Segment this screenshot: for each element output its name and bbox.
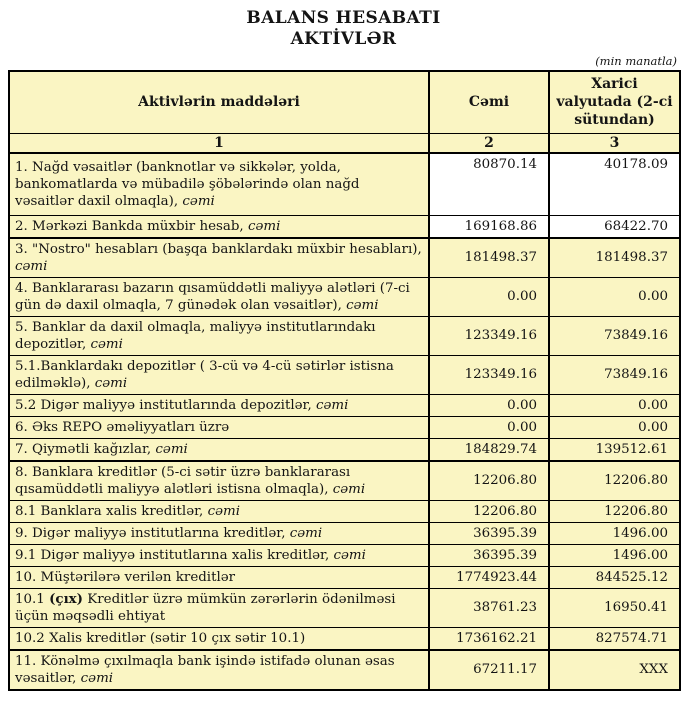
row-value-foreign: 12206.80 xyxy=(549,500,680,522)
row-label-text: (çıx) xyxy=(49,590,83,607)
row-value-total: 36395.39 xyxy=(429,544,549,566)
row-label xyxy=(9,153,429,215)
row-label-text: cəmi xyxy=(207,503,240,519)
table-row xyxy=(9,153,680,215)
row-label-text: 7. Qiymətli kağızlar, xyxy=(15,441,156,457)
row-value-total: 1774923.44 xyxy=(429,566,549,588)
row-label xyxy=(9,522,429,544)
row-value-total: 38761.23 xyxy=(429,588,549,627)
table-row xyxy=(9,627,680,650)
row-value-total: 12206.80 xyxy=(429,500,549,522)
row-value-total: 184829.74 xyxy=(429,438,549,461)
row-label-text: Kreditlər üzrə mümkün zərərlərin ödənilməsi üçün məqsədli ehtiyat xyxy=(15,591,396,624)
row-label-text: cəmi xyxy=(80,670,114,686)
row-label xyxy=(9,416,429,438)
row-label-text: 9.1 Digər maliyyə institutlarına xalis kreditlər, xyxy=(15,547,334,563)
row-label xyxy=(9,627,429,650)
table-row xyxy=(9,588,680,627)
table-row xyxy=(9,461,680,501)
row-value-total: 12206.80 xyxy=(429,461,549,501)
row-label xyxy=(9,277,429,316)
row-value-total: 36395.39 xyxy=(429,522,549,544)
table-row xyxy=(9,438,680,461)
table-row xyxy=(9,416,680,438)
row-value-foreign: 68422.70 xyxy=(549,215,680,238)
row-label-text: cəmi xyxy=(155,441,188,457)
row-label xyxy=(9,588,429,627)
row-label-text: 3. "Nostro" hesabları (başqa banklardakı müxbir hesabları), xyxy=(15,241,422,257)
assets-table xyxy=(8,70,681,691)
row-label-text: cəmi xyxy=(94,375,128,391)
table-row xyxy=(9,650,680,690)
row-value-total: 123349.16 xyxy=(429,316,549,355)
row-value-total: 67211.17 xyxy=(429,650,549,690)
column-index-2: 2 xyxy=(429,133,549,153)
row-label xyxy=(9,566,429,588)
row-value-foreign: 12206.80 xyxy=(549,461,680,501)
table-row xyxy=(9,500,680,522)
table-row xyxy=(9,215,680,238)
row-label-text: 11. Könəlmə çıxılmaqla bank işində istifadə olunan əsas vəsaitlər, xyxy=(15,653,395,686)
row-label-text: cəmi xyxy=(289,525,323,541)
row-label-text: 9. Digər maliyyə institutlarına kreditlər, xyxy=(15,525,290,541)
row-label-text: 10.1 xyxy=(15,591,50,607)
row-value-total: 0.00 xyxy=(429,277,549,316)
table-row xyxy=(9,277,680,316)
row-value-total: 0.00 xyxy=(429,416,549,438)
row-value-total: 1736162.21 xyxy=(429,627,549,650)
row-value-total: 0.00 xyxy=(429,394,549,416)
row-value-foreign: 181498.37 xyxy=(549,238,680,278)
row-label-text: 5. Banklar da daxil olmaqla, maliyyə institutlarındakı depozitlər, xyxy=(15,319,376,352)
row-label-text: cəmi xyxy=(90,336,123,352)
row-value-foreign: 139512.61 xyxy=(549,438,680,461)
row-label xyxy=(9,461,429,501)
row-label xyxy=(9,650,429,690)
row-label xyxy=(9,438,429,461)
row-label-text: cəmi xyxy=(332,481,366,497)
row-value-foreign: 844525.12 xyxy=(549,566,680,588)
column-header-total: Cəmi xyxy=(429,71,549,133)
row-value-foreign: 16950.41 xyxy=(549,588,680,627)
row-value-foreign: 40178.09 xyxy=(549,153,680,215)
row-label-text: 5.1.Banklardakı depozitlər ( 3-cü və 4-cü sətirlər istisna edilməklə), xyxy=(15,358,394,391)
row-label xyxy=(9,500,429,522)
row-value-total: 169168.86 xyxy=(429,215,549,238)
row-label-text: cəmi xyxy=(316,397,349,413)
row-label xyxy=(9,394,429,416)
report-title: BALANS HESABATI xyxy=(246,8,441,28)
row-label-text: cəmi xyxy=(333,547,366,563)
row-value-foreign: 73849.16 xyxy=(549,355,680,394)
row-label-text: 10. Müştərilərə verilən kreditlər xyxy=(15,569,236,585)
table-row xyxy=(9,394,680,416)
row-label-text: 1. Nağd vəsaitlər (banknotlar və sikkələr, yolda, bankomatlarda və mübadilə şöbələrində olan nağd vəsaitlər daxil olmaqla), xyxy=(15,159,360,209)
table-row xyxy=(9,316,680,355)
row-label-text: cəmi xyxy=(182,193,215,209)
row-label xyxy=(9,544,429,566)
column-index-1: 1 xyxy=(9,133,429,153)
row-value-foreign: XXX xyxy=(549,650,680,690)
header-row xyxy=(9,71,680,133)
column-header-foreign: Xarici valyutada (2-ci sütundan) xyxy=(549,71,680,133)
row-value-foreign: 1496.00 xyxy=(549,544,680,566)
report-subtitle: AKTİVLƏR xyxy=(290,29,397,49)
row-value-foreign: 1496.00 xyxy=(549,522,680,544)
row-label-text: 8.1 Banklara xalis kreditlər, xyxy=(15,503,208,519)
row-value-total: 123349.16 xyxy=(429,355,549,394)
row-value-foreign: 73849.16 xyxy=(549,316,680,355)
row-label xyxy=(9,215,429,238)
row-value-foreign: 0.00 xyxy=(549,277,680,316)
row-label-text: 2. Mərkəzi Bankda müxbir hesab, xyxy=(15,218,248,234)
row-label-text: 10.2 Xalis kreditlər (sətir 10 çıx sətir 10.1) xyxy=(15,630,306,646)
table-row xyxy=(9,355,680,394)
row-label-text: 5.2 Digər maliyyə institutlarında depozitlər, xyxy=(15,397,316,413)
row-value-foreign: 0.00 xyxy=(549,394,680,416)
table-row xyxy=(9,544,680,566)
unit-note: (min manatla) xyxy=(595,54,677,68)
row-value-total: 181498.37 xyxy=(429,238,549,278)
row-label-text: cəmi xyxy=(346,297,379,313)
row-label-text: 4. Banklararası bazarın qısamüddətli maliyyə alətləri (7-ci gün də daxil olmaqla, 7 günədək olan vəsaitlər), xyxy=(15,280,410,313)
row-label xyxy=(9,238,429,278)
row-label xyxy=(9,316,429,355)
column-index-3: 3 xyxy=(549,133,680,153)
row-label-text: cəmi xyxy=(247,218,281,234)
table-body xyxy=(9,153,680,690)
table-header xyxy=(9,71,680,153)
column-header-items: Aktivlərin maddələri xyxy=(9,71,429,133)
row-label-text: cəmi xyxy=(15,258,48,274)
column-index-row xyxy=(9,133,680,153)
table-row xyxy=(9,566,680,588)
title-block xyxy=(8,8,679,50)
row-value-foreign: 0.00 xyxy=(549,416,680,438)
row-value-foreign: 827574.71 xyxy=(549,627,680,650)
row-label xyxy=(9,355,429,394)
table-row xyxy=(9,522,680,544)
row-label-text: 6. Əks REPO əməliyyatları üzrə xyxy=(15,419,230,435)
row-label-text: 8. Banklara kreditlər (5-ci sətir üzrə banklararası qısamüddətli maliyyə alətləri istisna olmaqla), xyxy=(15,464,351,497)
row-value-total: 80870.14 xyxy=(429,153,549,215)
table-row xyxy=(9,238,680,278)
